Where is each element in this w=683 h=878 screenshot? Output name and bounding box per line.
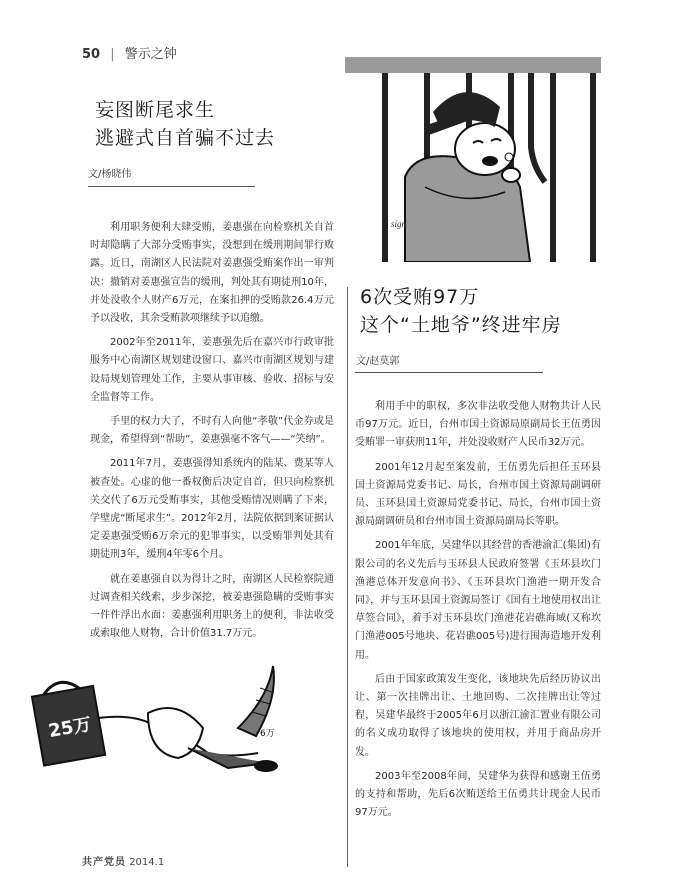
escaping-man-illustration <box>28 658 328 778</box>
article2-title-line2: 这个“土地爷”终进牢房 <box>360 314 562 336</box>
article2-rule <box>355 372 543 373</box>
article1-title <box>95 96 275 152</box>
article1-rule <box>88 186 255 187</box>
article1-paragraph: 2011年7月，姜惠强得知系统内的陆某、费某等人被查处。心虚的他一番权衡后决定自首，但只向检察机关交代了6万元受贿事实，其他受贿情况则瞒了下来，学壁虎“断尾求生”。2012年2月，法院依据到案证据认定姜惠强受贿6万余元的犯罪事实，以受贿罪判处其有期徒刑3年，缓刑4年零6个月。 <box>90 458 334 561</box>
article1-body <box>90 219 334 649</box>
article1-title-line2: 逃避式自首骗不过去 <box>95 127 276 149</box>
article2-body <box>355 398 601 828</box>
tail-label: 6万 <box>260 729 275 739</box>
article1-paragraph: 2002年至2011年，姜惠强先后在嘉兴市行政审批服务中心南湖区规划建设窗口、嘉兴市南湖区规划与建设局规划管理处工作，主要从事审核、验收、招标与安全监督等工作。 <box>90 337 334 403</box>
svg-text:sign: sign <box>391 219 407 229</box>
header-divider: | <box>110 47 115 62</box>
article1-byline: 文/杨晓伟 <box>88 169 132 180</box>
article2-paragraph: 2001年年底，吴建华以其经营的香港渝汇(集团)有限公司的名义先后与玉环县人民政府签署《玉环县坎门渔港总体开发意向书》、《玉环县坎门渔港一期开发合同》，并与玉环县国土资源局签订《国有土地使用权出让草签合同》，着手对玉环县坎门渔港花岩礁海域(又称坎门渔港005号地块、花岩礁005号)进行围海造地开发利用。 <box>355 540 601 661</box>
issue-number: 2014.1 <box>129 857 165 868</box>
article2-byline: 文/赵莫郭 <box>356 356 400 367</box>
article2-paragraph: 后由于国家政策发生变化，该地块先后经历协议出让、第一次挂牌出让、土地回购、二次挂牌出让等过程，吴建华最终于2005年6月以浙江渝汇置业有限公司的名义成功取得了该地块的使用权，并用于商品房开发。 <box>355 673 601 758</box>
magazine-brand: 共产党员 <box>82 857 126 868</box>
article1-paragraph: 手里的权力大了，不时有人向他“孝敬”代金券或是现金，希望得到“帮助”，姜惠强毫不客气——“笑纳”。 <box>90 416 334 446</box>
jail-cartoon-illustration <box>345 57 601 262</box>
article2-paragraph: 利用手中的职权，多次非法收受他人财物共计人民币97万元。近日，台州市国土资源局原副局长王伍勇因受贿罪一审获刑11年，并处没收财产人民币32万元。 <box>355 401 601 449</box>
article2-paragraph: 2001年12月起至案发前，王伍勇先后担任玉环县国土资源局党委书记、局长，台州市国土资源局副调研员、玉环县国土资源局党委书记、局长，台州市国土资源局副调研员和台州市国土资源局副局长等职。 <box>355 461 601 528</box>
article2-title-line1: 6次受贿97万 <box>360 286 480 308</box>
page-header <box>82 43 177 62</box>
article2-title <box>360 283 562 339</box>
page-footer <box>82 853 164 868</box>
column-bracket <box>335 287 348 867</box>
article1-title-line1: 妄图断尾求生 <box>95 99 216 121</box>
article1-paragraph: 就在姜惠强自以为得计之时，南湖区人民检察院通过调查相关线索，步步深挖，被姜惠强隐瞒的受贿事实一件件浮出水面：姜惠强利用职务上的便利，非法收受或索取他人财物，合计价值31.7万元。 <box>90 573 334 640</box>
article1-paragraph: 利用职务便利大肆受贿，姜惠强在向检察机关自首时却隐瞒了大部分受贿事实，没想到在缓刑期间罪行败露。近日，南湖区人民法院对姜惠强受贿案作出一审判决：撤销对姜惠强宣告的缓刑，判处其有期徒刑10年，并处没收个人财产6万元，在案扣押的受贿款26.4万元予以没收，其余受贿款项继续予以追缴。 <box>90 222 334 325</box>
page-number: 50 <box>82 47 101 62</box>
article2-paragraph: 2003年至2008年间，吴建华为获得和感谢王伍勇的支持和帮助，先后6次贿送给王伍勇共计现金人民币97万元。 <box>355 770 601 819</box>
bag-label: 25万 <box>46 713 93 743</box>
section-name: 警示之钟 <box>124 47 177 62</box>
